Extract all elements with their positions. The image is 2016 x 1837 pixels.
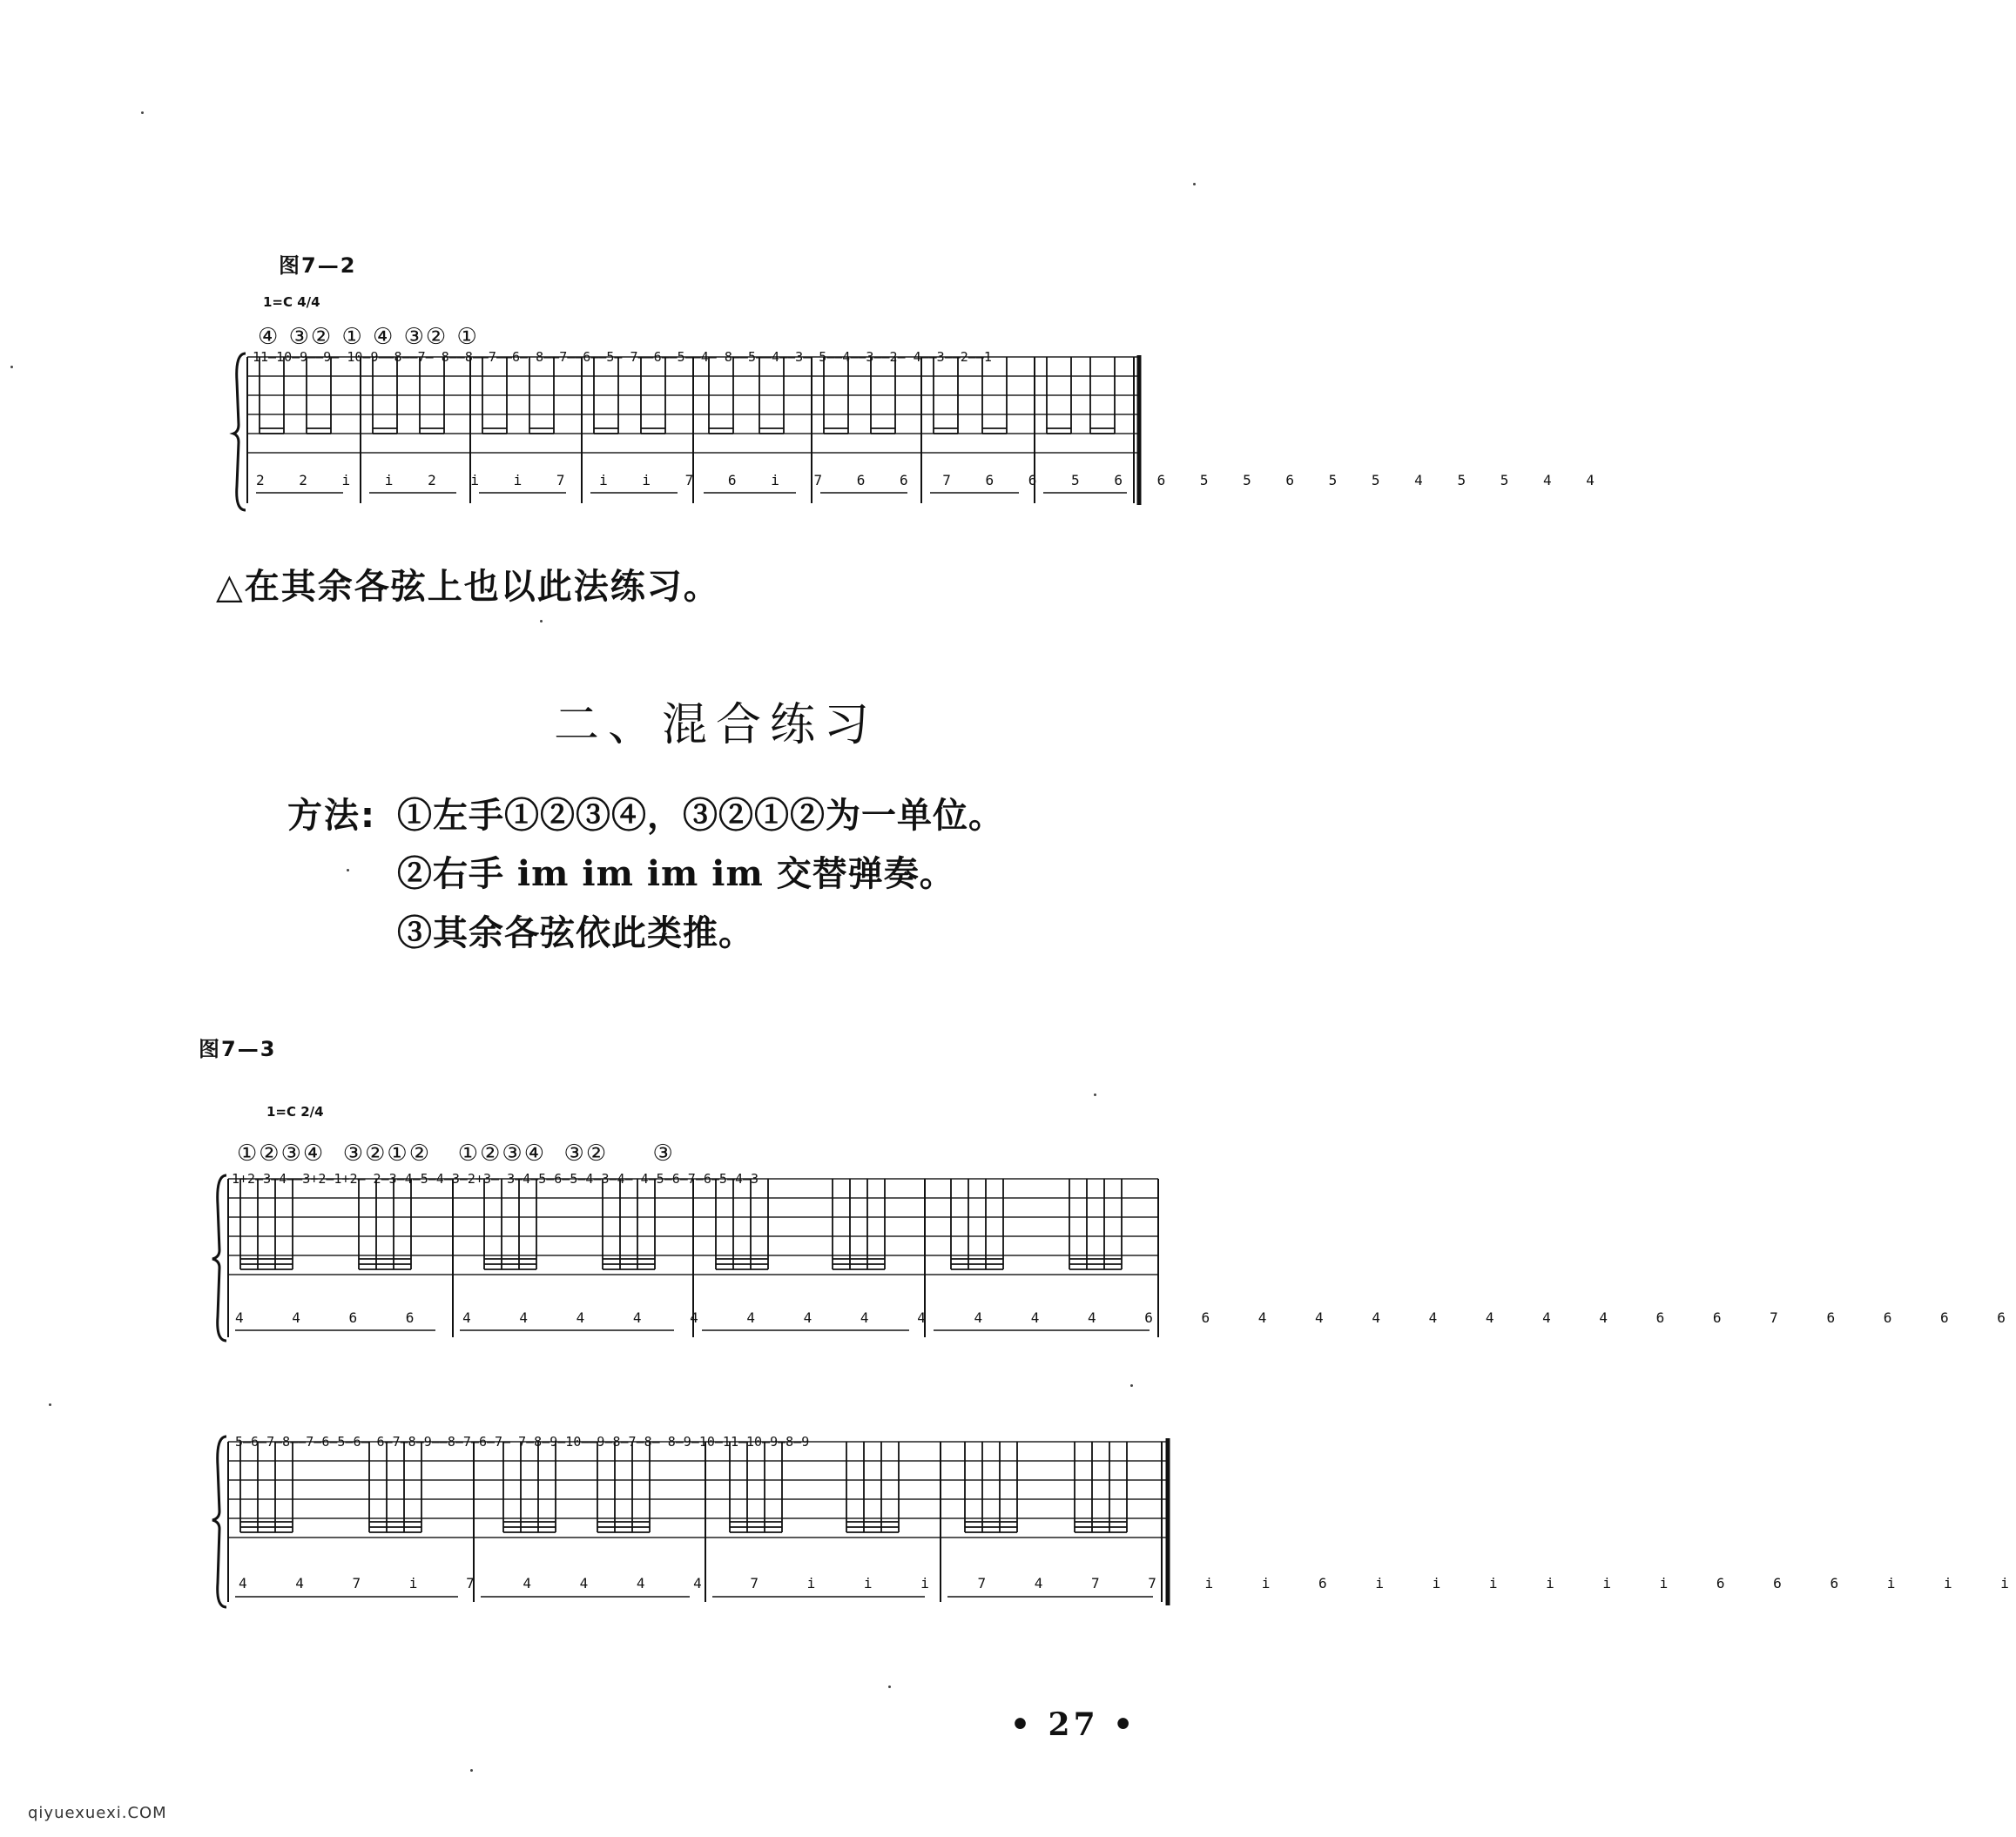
figure-7-2-tab-numbers: 11—10—9——9— 10—9——8——7— 8——8——7——6— 8——7——6——5— 7——6——5——4— 8——5——4——3— 5——4——3——2— 4——3——2——1 [253,349,992,365]
scan-speck [1193,183,1196,185]
method-line-3: ③其余各弦依此类推。 [397,912,754,953]
system-brace [212,1437,226,1607]
figure-7-3-row-2-tab-numbers: 5—6—7—8——7—6—5—6— 6—7—8—9——8—7—6—7— 7—8—9—10——9—8—7—8— 8—9—10—11—10—9—8—9 [235,1434,810,1450]
page-number: • 27 • [1010,1706,1137,1743]
method-label: 方法: [287,796,376,836]
figure-7-2-staff [233,347,1600,512]
figure-7-3-row-2-bass-notes: 4 4 7 i 7 4 4 4 4 7 i i i 7 4 7 7 i i 6 i i i i i i 6 6 6 i i i [239,1575,2016,1591]
figure-7-3-row-1-bass-notes: 4 4 6 6 4 4 4 4 4 4 4 4 4 4 4 4 6 6 4 4 4 4 4 4 4 6 6 7 6 6 6 6 [235,1309,2013,1326]
figure-7-2-tempo: 1=C 4/4 [263,294,320,310]
system-brace [233,353,246,510]
scan-speck [347,869,349,871]
system-brace [212,1175,226,1341]
scan-speck [1130,1384,1133,1387]
figure-7-3-row-2-staff [212,1428,2016,1611]
method-line-2: ②右手 im im im im 交替弹奏。 [397,853,955,894]
figure-7-2-string-markers: ④ ③② ① ④ ③② ① [258,324,479,350]
figure-7-2-bass-notes: 2 2 i i 2 i i 7 i i 7 6 i 7 6 6 7 6 6 5 6 6 5 5 6 5 5 4 5 5 4 4 [256,472,1600,488]
practice-note: △在其余各弦上也以此法练习。 [216,566,720,607]
figure-7-3-label: 图7—3 [199,1037,277,1061]
figure-7-3-tempo: 1=C 2/4 [266,1104,324,1120]
figure-7-3-row-1-tab-numbers: 1+2—3—4——3+2—1+2— 2—3—4—5—4—3—2+3— 3—4—5—6—5—4—3—4— 4—5—6—7—6—5—4—3 [232,1171,759,1187]
scan-speck [540,620,543,622]
figure-7-3-row-1-staff [212,1167,2013,1345]
scan-speck [49,1403,51,1406]
scan-speck [10,366,13,368]
scan-speck [1094,1093,1096,1096]
watermark: qiyuexuexi.COM [28,1804,167,1822]
scan-speck [888,1686,891,1688]
figure-7-2-label: 图7—2 [279,253,357,278]
scan-speck [470,1769,473,1772]
method-line-1: ①左手①②③④，③②①②为一单位。 [397,795,1004,836]
figure-7-3-string-markers: ①②③④ ③②①② ①②③④ ③② ③ [237,1141,675,1167]
section-title: 二、混合练习 [554,699,879,751]
scan-speck [141,111,144,114]
